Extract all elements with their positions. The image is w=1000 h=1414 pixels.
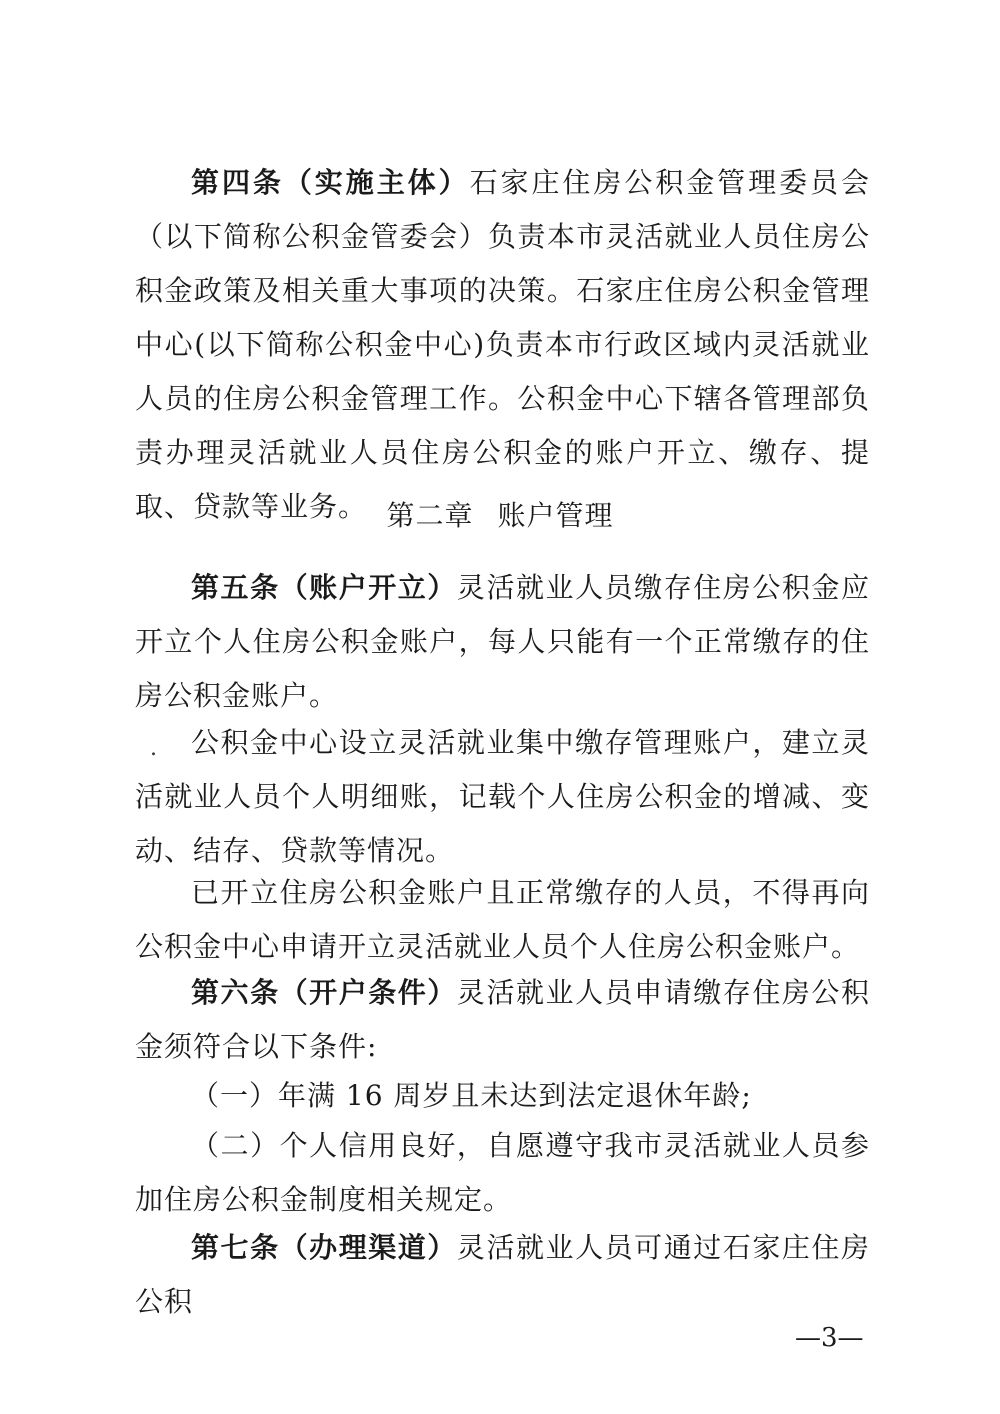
article-7-text: 灵活就业人员可通过石家庄住房公积 (135, 1231, 870, 1318)
article-6-item-2: （二）个人信用良好，自愿遵守我市灵活就业人员参加住房公积金制度相关规定。 (135, 1129, 870, 1216)
article-5-text: 灵活就业人员缴存住房公积金应开立个人住房公积金账户，每人只能有一个正常缴存的住房公积金账户。 (135, 571, 870, 712)
chapter-2-heading (0, 494, 1000, 538)
article-4-text: 石家庄住房公积金管理委员会（以下简称公积金管委会）负责本市灵活就业人员住房公积金政策及相关重大事项的决策。石家庄住房公积金管理中心(以下简称公积金中心)负责本市行政区域内灵活就业人员的住房公积金管理工作。公积金中心下辖各管理部负责办理灵活就业人员住房公积金的账户开立、缴存、提取、贷款等业务。 (135, 166, 870, 523)
chapter-number: 第二章 (386, 499, 474, 532)
article-4-paragraph (135, 156, 870, 534)
article-7-heading: 第七条（办理渠道） (191, 1231, 457, 1264)
article-6-heading: 第六条（开户条件） (191, 976, 457, 1009)
article-6-text: 灵活就业人员申请缴存住房公积金须符合以下条件: (135, 976, 870, 1063)
article-6-paragraph (135, 966, 870, 1074)
stray-mark: . (150, 736, 157, 761)
article-7-paragraph (135, 1221, 870, 1329)
page-number: —3— (795, 1323, 864, 1353)
article-4-heading: 第四条（实施主体） (191, 166, 470, 199)
article-5-paragraph (135, 561, 870, 723)
article-5-heading: 第五条（账户开立） (191, 571, 457, 604)
article-6-item-1: （一）年满 16 周岁且未达到法定退休年龄; (191, 1079, 752, 1112)
chapter-title: 账户管理 (497, 499, 614, 532)
article-5-paragraph-2: 公积金中心设立灵活就业集中缴存管理账户，建立灵活就业人员个人明细账，记载个人住房公积金的增减、变动、结存、贷款等情况。 (135, 726, 870, 867)
article-5-paragraph-3: 已开立住房公积金账户且正常缴存的人员，不得再向公积金中心申请开立灵活就业人员个人住房公积金账户。 (135, 876, 870, 963)
